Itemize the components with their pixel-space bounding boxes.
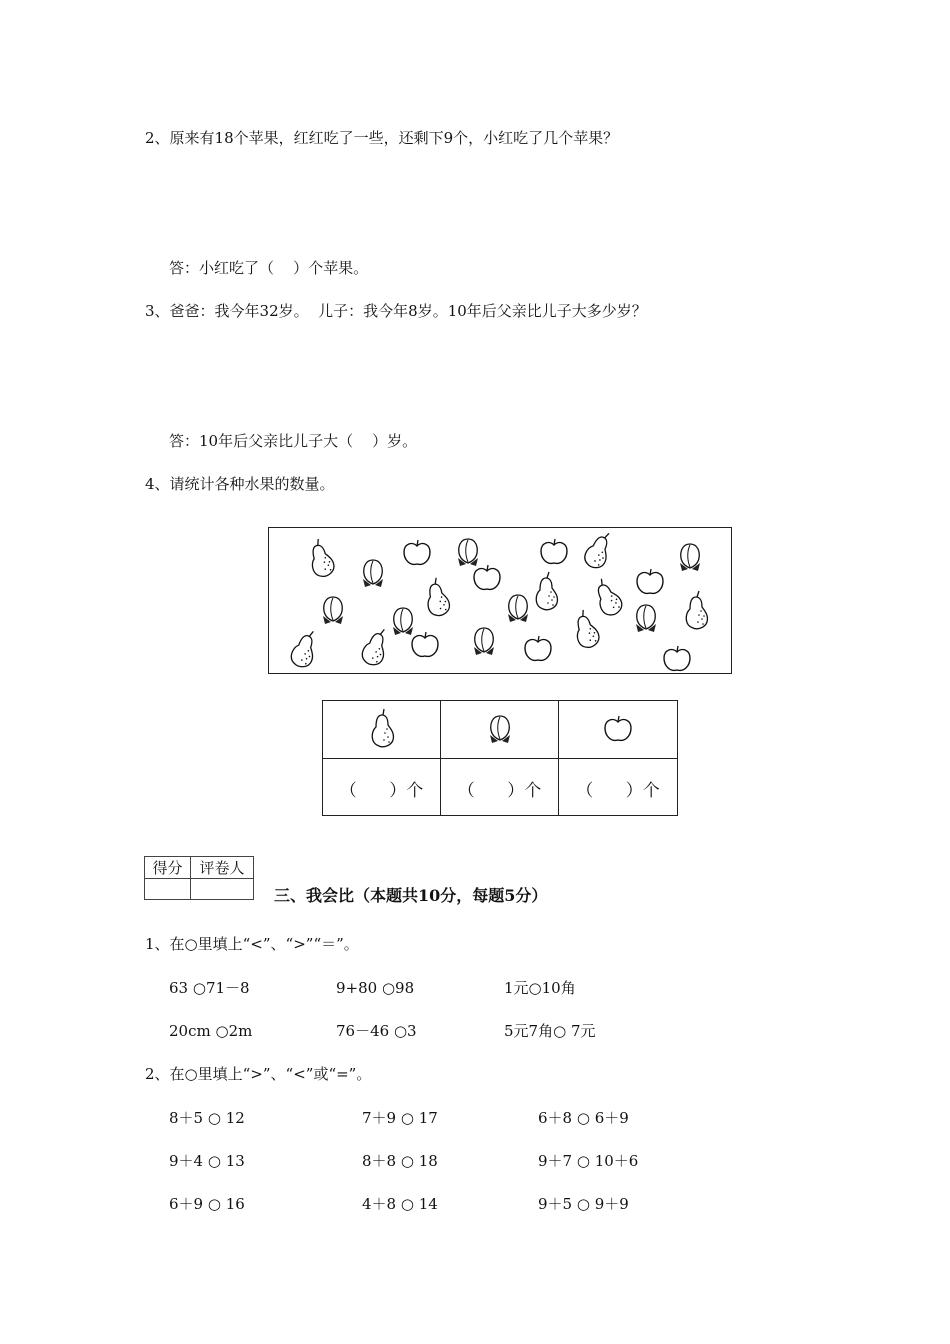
peach-icon — [474, 628, 494, 655]
apple-icon — [637, 569, 663, 593]
compare-item: 8＋8 ○ 18 — [362, 1152, 438, 1170]
question-4-text: 4、请统计各种水果的数量。 — [145, 475, 335, 493]
apple-icon — [664, 646, 690, 670]
pear-icon — [424, 576, 451, 617]
apple-count-blank: （ ）个 — [576, 781, 660, 801]
pear-icon — [686, 591, 707, 629]
peach-icon-cell — [441, 701, 559, 758]
question-3-answer: 答：10年后父亲比儿子大（ ）岁。 — [169, 432, 418, 450]
peach-icon — [508, 595, 528, 622]
peach-icon — [363, 560, 383, 587]
apple-icon-cell — [559, 701, 677, 758]
compare-item: 6＋8 ○ 6＋9 — [538, 1109, 629, 1127]
fruit-illustration — [269, 528, 733, 675]
section-3-q1-text: 1、在○里填上“<”、“>”“＝”。 — [145, 935, 359, 953]
compare-item: 6＋9 ○ 16 — [169, 1195, 245, 1213]
fruit-picture-box — [268, 527, 732, 674]
compare-item: 5元7角○ 7元 — [504, 1022, 596, 1040]
pear-icon — [536, 572, 557, 610]
score-value-cell[interactable] — [145, 879, 191, 899]
compare-item: 4＋8 ○ 14 — [362, 1195, 438, 1213]
pear-icon-cell — [323, 701, 441, 758]
peach-count-cell[interactable] — [441, 758, 559, 815]
fruit-count-row — [323, 758, 677, 815]
peach-icon — [636, 605, 656, 632]
fruit-icon-row — [323, 701, 677, 759]
apple-icon — [474, 565, 500, 589]
score-label: 得分 — [145, 857, 191, 879]
question-3-text: 3、爸爸：我今年32岁。 儿子：我今年8岁。10年后父亲比儿子大多少岁？ — [145, 302, 647, 320]
peach-icon — [323, 597, 343, 624]
apple-icon — [541, 539, 567, 563]
pear-icon — [581, 528, 616, 571]
question-2-text: 2、原来有18个苹果，红红吃了一些，还剩下9个，小红吃了几个苹果？ — [145, 129, 619, 147]
peach-count-blank: （ ）个 — [457, 781, 542, 801]
compare-item: 7＋9 ○ 17 — [362, 1109, 438, 1127]
apple-count-cell[interactable] — [559, 758, 677, 815]
compare-item: 1元○10角 — [504, 979, 576, 997]
apple-icon — [404, 540, 430, 564]
compare-item: 76－46 ○3 — [336, 1022, 417, 1040]
score-box — [144, 856, 254, 900]
question-2-answer: 答：小红吃了（ ）个苹果。 — [169, 259, 369, 277]
peach-icon — [441, 701, 559, 758]
compare-item: 8＋5 ○ 12 — [169, 1109, 245, 1127]
peach-icon — [458, 539, 478, 566]
grader-value-cell[interactable] — [191, 879, 253, 899]
compare-item: 9＋4 ○ 13 — [169, 1152, 245, 1170]
pear-icon — [288, 627, 321, 670]
pear-icon — [571, 608, 601, 650]
pear-count-cell[interactable] — [323, 758, 441, 815]
apple-icon — [525, 636, 551, 660]
peach-icon — [393, 608, 413, 635]
pear-icon — [306, 537, 336, 579]
fruit-count-table — [322, 700, 678, 816]
compare-item: 9+80 ○98 — [336, 979, 415, 997]
compare-item: 63 ○71－8 — [169, 979, 250, 997]
apple-icon — [559, 701, 677, 758]
peach-icon — [680, 544, 700, 571]
compare-item: 9＋7 ○ 10＋6 — [538, 1152, 639, 1170]
compare-item: 9＋5 ○ 9＋9 — [538, 1195, 629, 1213]
section-3-title: 三、我会比（本题共10分，每题5分） — [274, 886, 548, 905]
pear-count-blank: （ ）个 — [339, 781, 424, 801]
compare-item: 20cm ○2m — [169, 1022, 253, 1040]
pear-icon — [323, 701, 441, 758]
section-3-q2-text: 2、在○里填上“>”、“<”或“=”。 — [145, 1065, 372, 1083]
apple-icon — [412, 632, 438, 656]
pear-icon — [359, 625, 392, 668]
grader-label: 评卷人 — [191, 857, 253, 879]
pear-icon — [590, 575, 625, 618]
